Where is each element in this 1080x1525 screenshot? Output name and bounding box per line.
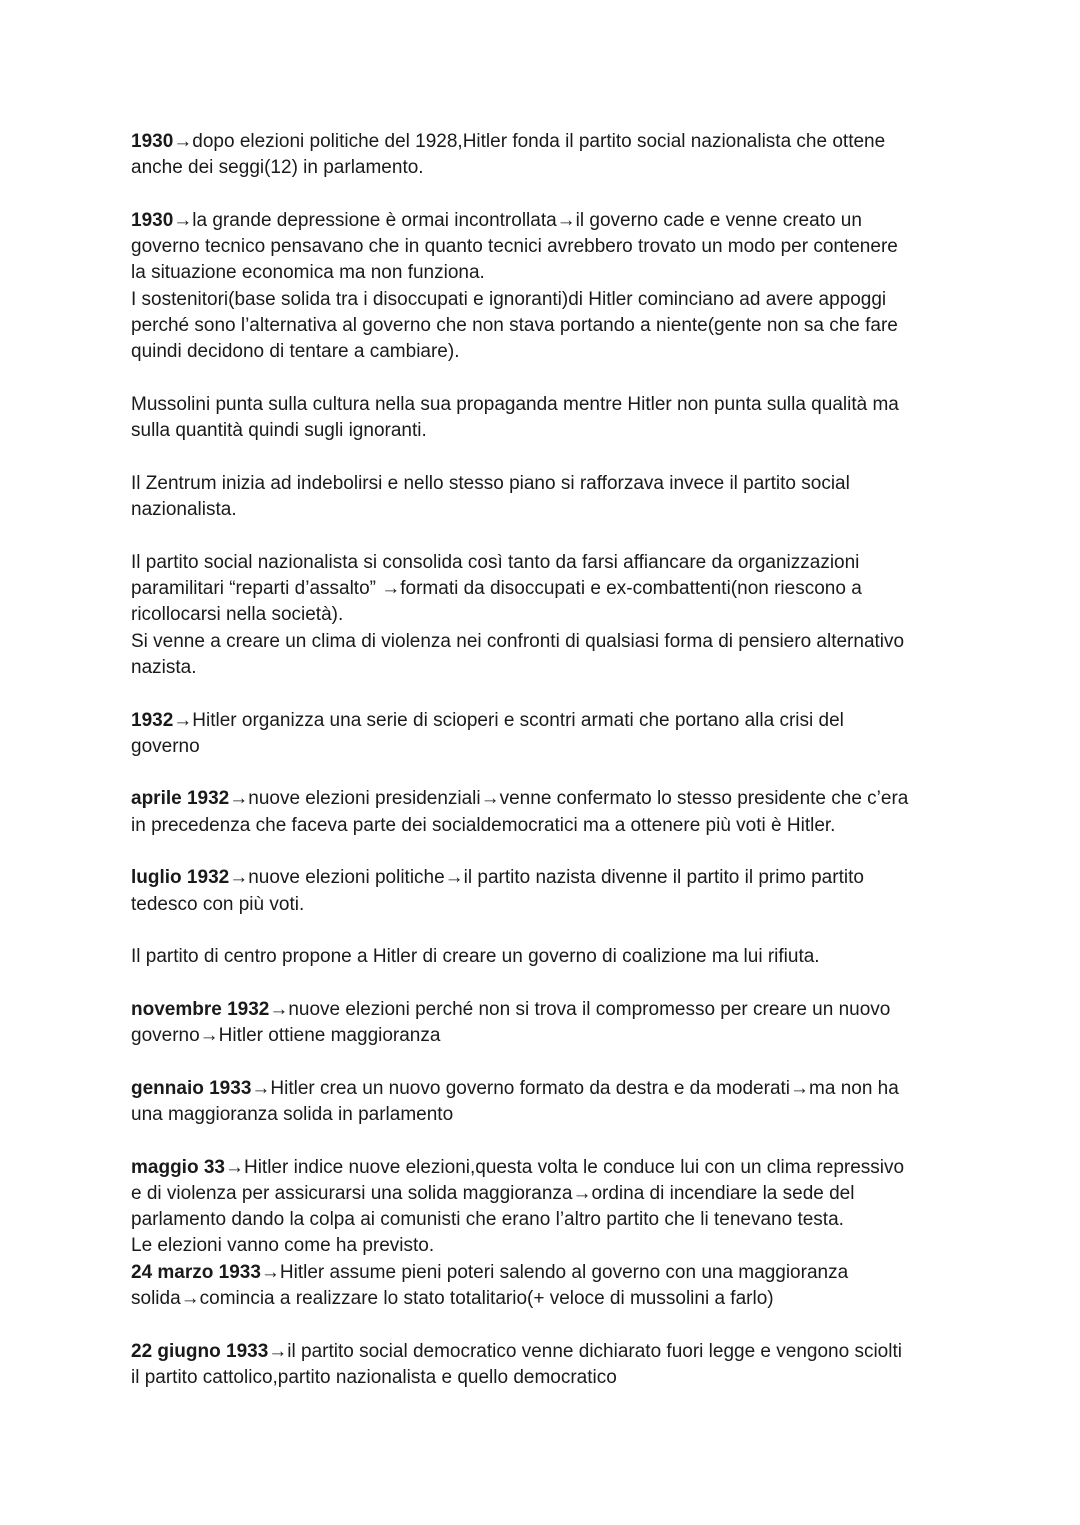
line-text: →nuove elezioni perché non si trova il compromesso per creare un nuovo: [269, 998, 891, 1020]
line-text: →Hitler indice nuove elezioni,questa volta le conduce lui con un clima repressivo: [224, 1156, 905, 1178]
paragraph-1930-depression: [131, 208, 961, 366]
line-text: paramilitari “reparti d’assalto” →formati da disoccupati e ex-combattenti(non riescono a: [131, 578, 862, 600]
text-line: [131, 629, 961, 655]
text-line: [131, 1155, 961, 1181]
text-line: [131, 1076, 961, 1102]
text-line: [131, 892, 961, 918]
line-text: I sostenitori(base solida tra i disoccupati e ignoranti)di Hitler cominciano ad avere appoggi: [131, 288, 887, 310]
paragraph-april-1932: [131, 786, 961, 839]
line-text: nazionalista.: [131, 499, 237, 521]
text-line: [131, 497, 961, 523]
date-label: gennaio 1933: [131, 1077, 252, 1099]
text-line: [131, 1233, 961, 1259]
line-text: e di violenza per assicurarsi una solida maggioranza→ordina di incendiare la sede del: [131, 1182, 855, 1204]
date-label: 22 giugno 1933: [131, 1340, 269, 1362]
paragraph-july-1932: [131, 865, 961, 918]
line-text: perché sono l’alternativa al governo che non stava portando a niente(gente non sa che fare: [131, 315, 898, 337]
text-line: [131, 865, 961, 891]
text-line: [131, 1207, 961, 1233]
line-text: Il partito social nazionalista si consolida così tanto da farsi affiancare da organizzazioni: [131, 551, 860, 573]
line-text: governo: [131, 735, 200, 757]
line-text: una maggioranza solida in parlamento: [131, 1103, 454, 1125]
text-line: [131, 1260, 961, 1286]
date-label: maggio 33: [131, 1156, 225, 1178]
paragraph-coalition: [131, 944, 961, 970]
text-line: [131, 813, 961, 839]
text-line: [131, 944, 961, 970]
paragraph-november-1932: [131, 997, 961, 1050]
line-text: parlamento dando la colpa ai comunisti che erano l’altro partito che li tenevano testa.: [131, 1209, 844, 1231]
line-text: ricollocarsi nella società).: [131, 604, 344, 626]
text-line: [131, 997, 961, 1023]
line-text: Il Zentrum inizia ad indebolirsi e nello stesso piano si rafforzava invece il partito social: [131, 472, 850, 494]
text-line: [131, 287, 961, 313]
text-line: [131, 734, 961, 760]
text-line: [131, 1102, 961, 1128]
text-line: [131, 708, 961, 734]
text-line: [131, 339, 961, 365]
date-label: 1930: [131, 209, 174, 231]
line-text: il partito cattolico,partito nazionalista e quello democratico: [131, 1366, 617, 1388]
line-text: anche dei seggi(12) in parlamento.: [131, 157, 424, 179]
text-line: [131, 418, 961, 444]
text-line: [131, 1181, 961, 1207]
line-text: in precedenza che faceva parte dei socialdemocratici ma a ottenere più voti è Hitler.: [131, 814, 836, 836]
text-line: [131, 1286, 961, 1312]
line-text: →dopo elezioni politiche del 1928,Hitler fonda il partito social nazionalista che ottene: [173, 131, 886, 152]
paragraph-1930-founding: [131, 129, 961, 182]
line-text: solida→comincia a realizzare lo stato totalitario(+ veloce di mussolini a farlo): [131, 1288, 774, 1310]
text-line: [131, 550, 961, 576]
line-text: →il partito social democratico venne dichiarato fuori legge e vengono sciolti: [268, 1340, 902, 1362]
line-text: governo tecnico pensavano che in quanto tecnici avrebbero trovato un modo per contenere: [131, 236, 898, 258]
line-text: Il partito di centro propone a Hitler di creare un governo di coalizione ma lui rifiuta.: [131, 946, 820, 968]
date-label: novembre 1932: [131, 998, 270, 1020]
text-line: [131, 1365, 961, 1391]
line-text: →Hitler organizza una serie di scioperi e scontri armati che portano alla crisi del: [173, 709, 844, 731]
text-line: [131, 471, 961, 497]
text-line: [131, 208, 961, 234]
line-text: tedesco con più voti.: [131, 893, 305, 915]
paragraph-paramilitary: [131, 550, 961, 681]
text-line: [131, 260, 961, 286]
date-label: aprile 1932: [131, 788, 230, 810]
text-line: [131, 655, 961, 681]
line-text: Si venne a creare un clima di violenza nei confronti di qualsiasi forma di pensiero alternativo: [131, 630, 905, 652]
line-text: sulla quantità quindi sugli ignoranti.: [131, 420, 427, 442]
line-text: quindi decidono di tentare a cambiare).: [131, 341, 460, 363]
date-label: 1932: [131, 709, 174, 731]
line-text: governo→Hitler ottiene maggioranza: [131, 1025, 441, 1047]
line-text: →nuove elezioni presidenziali→venne confermato lo stesso presidente che c’era: [229, 788, 909, 810]
paragraph-propaganda: [131, 392, 961, 445]
text-line: [131, 1339, 961, 1365]
date-label: luglio 1932: [131, 867, 230, 889]
line-text: Le elezioni vanno come ha previsto.: [131, 1235, 435, 1257]
line-text: →Hitler assume pieni poteri salendo al governo con una maggioranza: [260, 1261, 849, 1283]
text-line: [131, 576, 961, 602]
paragraph-may-1933: [131, 1155, 961, 1313]
document-page: [131, 129, 961, 1418]
line-text: nazista.: [131, 656, 197, 678]
text-line: [131, 155, 961, 181]
paragraph-zentrum: [131, 471, 961, 524]
text-line: [131, 129, 961, 155]
paragraph-june-1933: [131, 1339, 961, 1392]
line-text: →nuove elezioni politiche→il partito nazista divenne il partito il primo partito: [229, 867, 864, 889]
text-line: [131, 602, 961, 628]
line-text: →Hitler crea un nuovo governo formato da destra e da moderati→ma non ha: [251, 1077, 899, 1099]
line-text: Mussolini punta sulla cultura nella sua propaganda mentre Hitler non punta sulla qualità ma: [131, 393, 899, 415]
text-line: [131, 313, 961, 339]
date-label: 1930: [131, 131, 174, 152]
text-line: [131, 234, 961, 260]
text-line: [131, 392, 961, 418]
line-text: la situazione economica ma non funziona.: [131, 262, 485, 284]
date-label: 24 marzo 1933: [131, 1261, 261, 1283]
text-line: [131, 786, 961, 812]
text-line: [131, 1023, 961, 1049]
line-text: →la grande depressione è ormai incontrollata→il governo cade e venne creato un: [173, 209, 862, 231]
paragraph-january-1933: [131, 1076, 961, 1129]
paragraph-1932: [131, 708, 961, 761]
